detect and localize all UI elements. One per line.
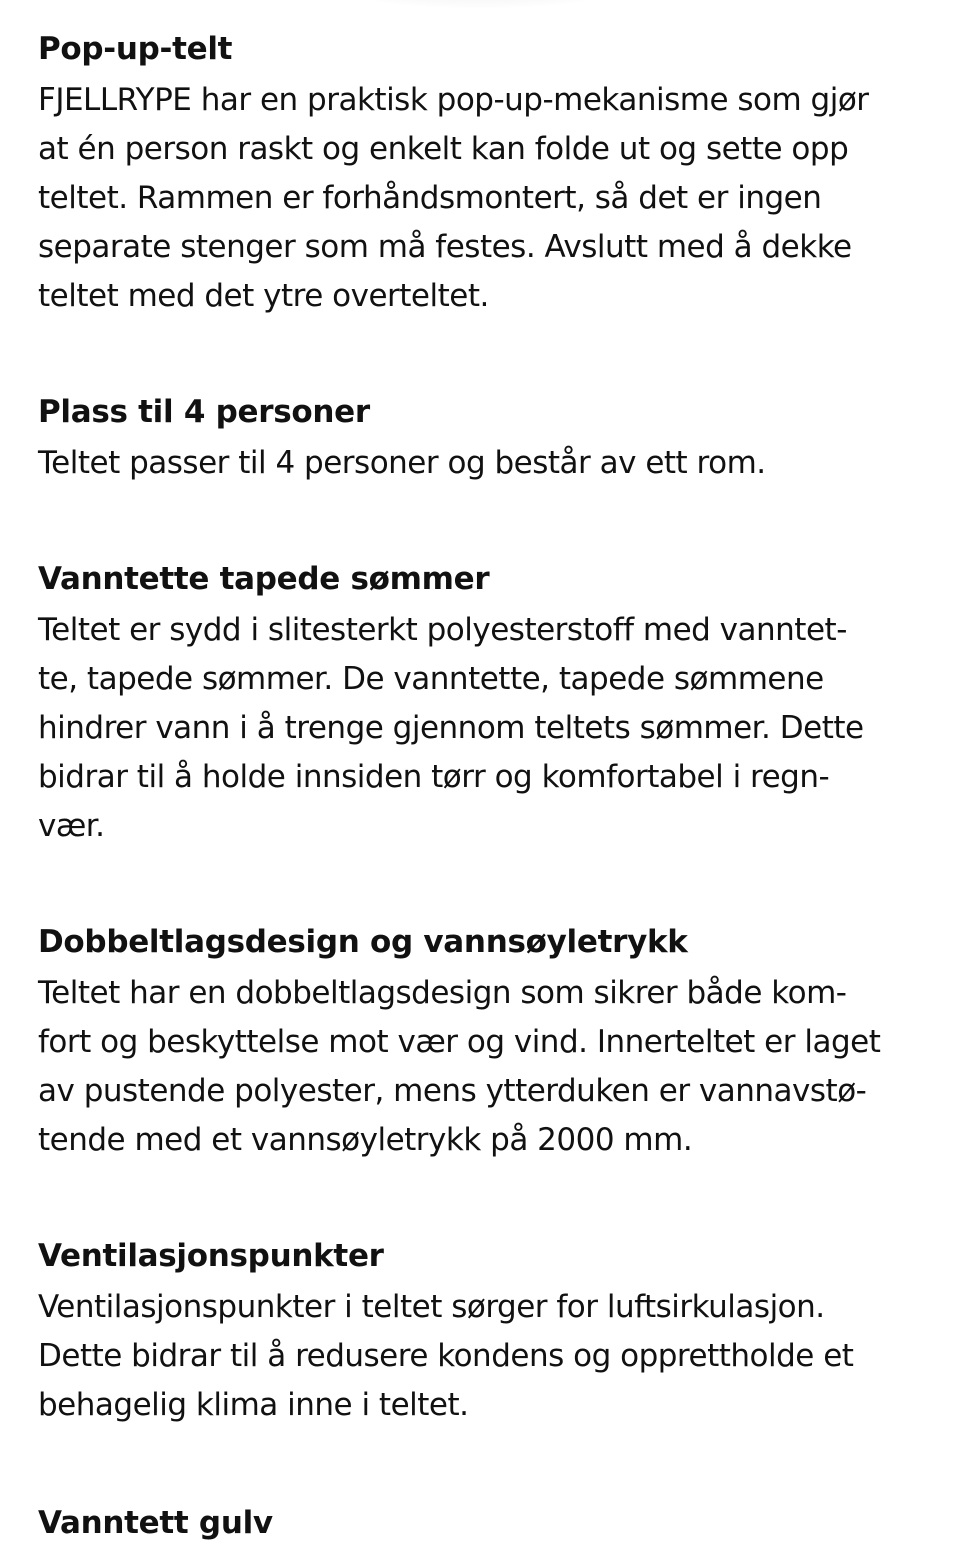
top-edge-shadow: [330, 0, 630, 8]
section-body: FJELLRYPE har en praktisk pop-up-mekanisme som gjør at én person raskt og enkelt kan folde ut og sette opp teltet. Rammen er forhåndsmontert, så det er ingen separate stenger som må festes. Avslutt med å dekke teltet med det ytre overteltet.: [38, 82, 869, 314]
section-title: Dobbeltlagsdesign og vannsøyletrykk: [38, 924, 688, 960]
section-capacity: [38, 389, 938, 488]
section-title: Vanntette tapede sømmer: [38, 561, 490, 597]
section-body: Ventilasjonspunkter i teltet sørger for luftsirkulasjon. Dette bidrar til å redusere kondens og opprettholde et behagelig klima inne i teltet.: [38, 1289, 854, 1423]
section-body: Teltet har en dobbeltlagsdesign som sikrer både kom- fort og beskyttelse mot vær og vind. Innerteltet er laget av pustende polyester, mens ytterduken er vannavstø- tende med et vannsøyletrykk på 2000 mm.: [38, 975, 881, 1158]
section-pop-up-tent: [38, 26, 938, 321]
section-double-layer: [38, 919, 938, 1165]
section-body: Teltet passer til 4 personer og består av ett rom.: [38, 445, 766, 481]
partial-section-title: Vanntett gulv: [38, 1505, 273, 1541]
section-ventilation: [38, 1233, 938, 1430]
product-description: [38, 26, 938, 1498]
section-title: Pop-up-telt: [38, 31, 233, 67]
section-title: Plass til 4 personer: [38, 394, 370, 430]
section-body: Teltet er sydd i slitesterkt polyesterstoff med vanntet- te, tapede sømmer. De vanntette, tapede sømmene hindrer vann i å trenge gjennom teltets sømmer. Dette bidrar til å holde innsiden tørr og komfortabel i regn- vær.: [38, 612, 864, 844]
section-taped-seams: [38, 556, 938, 851]
section-title: Ventilasjonspunkter: [38, 1238, 384, 1274]
